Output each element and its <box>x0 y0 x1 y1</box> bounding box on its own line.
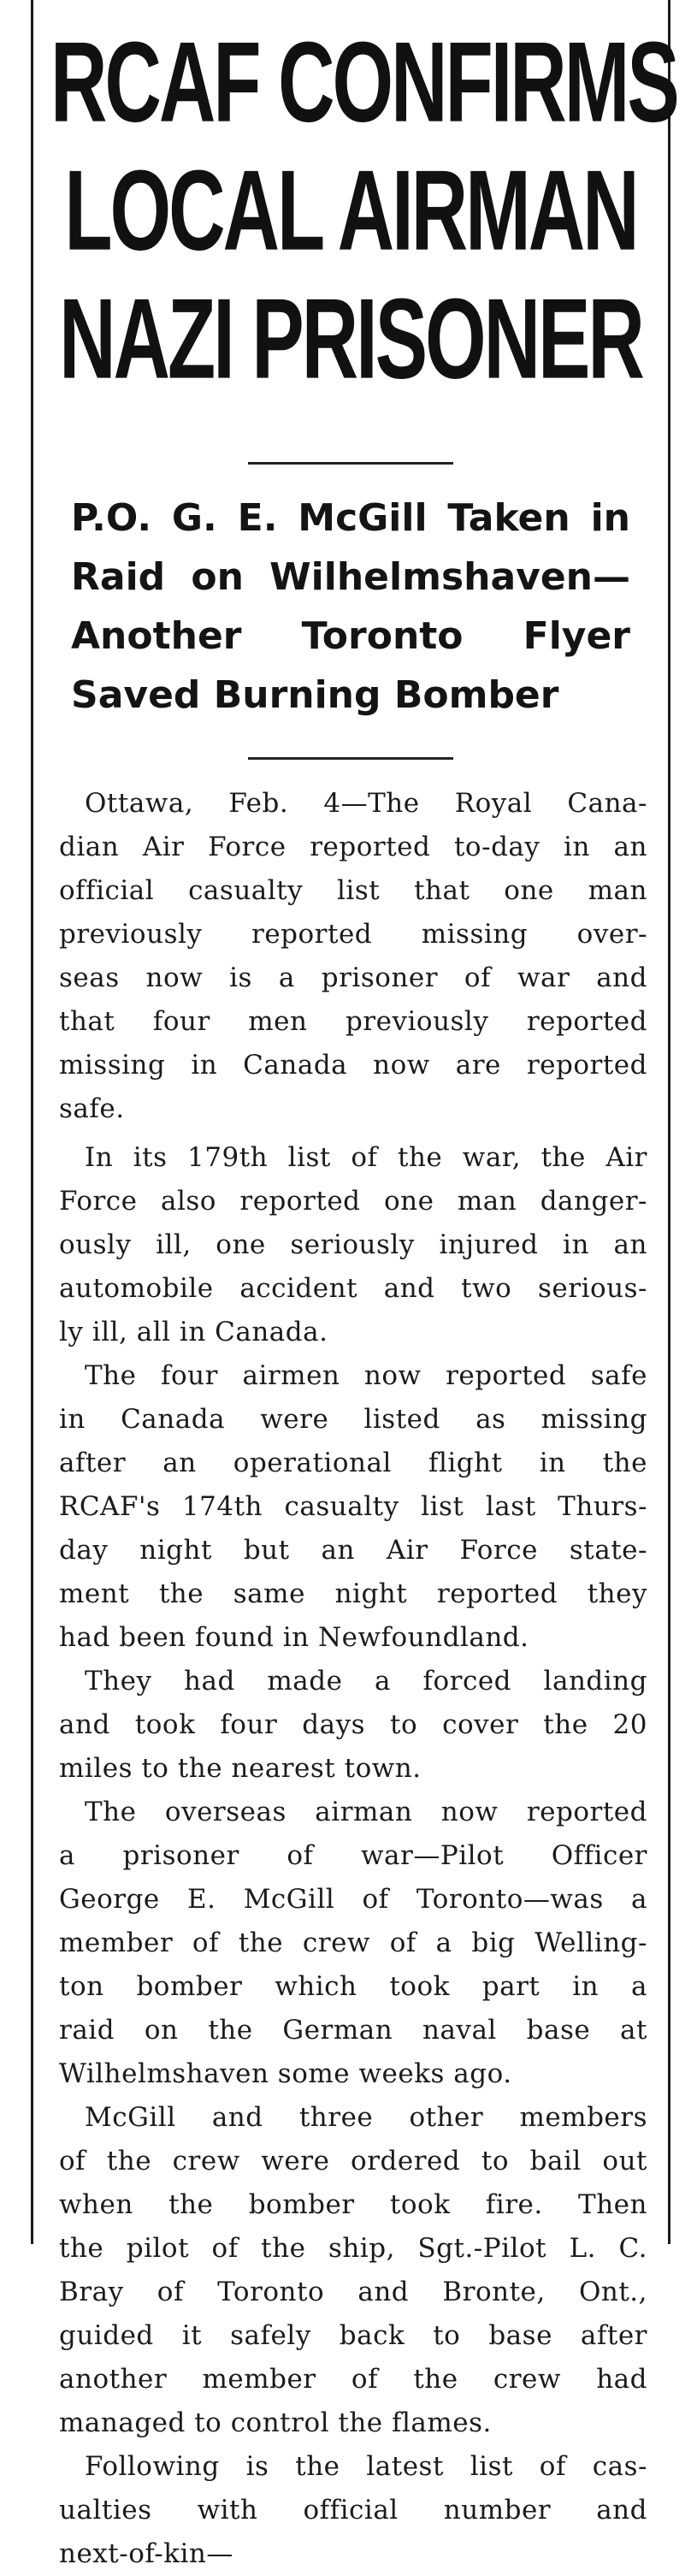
paragraph <box>59 1791 647 2096</box>
text-line: managed to control the flames. <box>59 2407 492 2438</box>
text-line: day night but an Air Force state- <box>59 1535 647 1566</box>
subheadline <box>71 489 630 725</box>
text-line: ualties with official number and <box>59 2495 647 2526</box>
paragraph <box>59 782 647 1131</box>
text-line: RCAF's 174th casualty list last Thurs- <box>59 1491 647 1522</box>
text-line: in Canada were listed as missing <box>59 1404 647 1435</box>
text-line: that four men previously reported <box>59 1006 647 1037</box>
text-line: when the bomber took fire. Then <box>59 2189 647 2220</box>
text-line: a prisoner of war—Pilot Officer <box>59 1840 647 1871</box>
text-line: Force also reported one man danger- <box>59 1186 647 1217</box>
text-line: the pilot of the ship, Sgt.-Pilot L. C. <box>59 2233 647 2264</box>
text-line: ously ill, one seriously injured in an <box>59 1229 647 1260</box>
text-line: previously reported missing over- <box>59 919 647 950</box>
text-line: of the crew were ordered to bail out <box>59 2146 647 2176</box>
text-line: official casualty list that one man <box>59 875 647 906</box>
text-line: seas now is a prisoner of war and <box>59 962 647 993</box>
text-line: another member of the crew had <box>59 2364 647 2395</box>
subheadline-line: P.O. G. E. McGill Taken in <box>71 496 630 540</box>
text-line: dian Air Force reported to-day in an <box>59 832 647 862</box>
text-line: raid on the German naval base at <box>59 2015 647 2046</box>
text-line: after an operational flight in the <box>59 1448 647 1478</box>
text-line: ly ill, all in Canada. <box>59 1317 328 1347</box>
text-line: member of the crew of a big Welling- <box>59 1928 647 1958</box>
headline-line: RCAF CONFIRMS <box>50 19 677 146</box>
paragraph <box>59 1660 647 1791</box>
text-line: safe. <box>59 1093 125 1124</box>
text-line: McGill and three other members <box>85 2102 647 2133</box>
headline-line: NAZI PRISONER <box>59 275 642 403</box>
text-line: ment the same night reported they <box>59 1578 647 1609</box>
text-line: The four airmen now reported safe <box>85 1360 647 1391</box>
text-line: In its 179th list of the war, the Air <box>85 1142 647 1173</box>
headline-line: LOCAL AIRMAN <box>64 147 637 275</box>
subheadline-line: Another Toronto Flyer <box>71 614 630 658</box>
text-line: next-of-kin— <box>59 2538 233 2569</box>
text-line: had been found in Newfoundland. <box>59 1622 529 1653</box>
text-line: Wilhelmshaven some weeks ago. <box>59 2058 512 2089</box>
headline <box>33 19 677 411</box>
text-line: Ottawa, Feb. 4—The Royal Cana- <box>85 788 647 819</box>
paragraph <box>59 1354 647 1660</box>
divider-rule <box>248 757 453 760</box>
paragraph <box>59 1136 647 1354</box>
paragraph <box>59 2445 647 2576</box>
newspaper-column <box>31 0 677 2569</box>
text-line: missing in Canada now are reported <box>59 1050 647 1081</box>
text-line: miles to the nearest town. <box>59 1753 422 1784</box>
article-body <box>59 782 647 2576</box>
text-line: Following is the latest list of cas- <box>85 2451 647 2482</box>
text-line: automobile accident and two serious- <box>59 1273 647 1304</box>
text-line: The overseas airman now reported <box>85 1797 647 1827</box>
subheadline-line: Saved Burning Bomber <box>71 673 559 717</box>
text-line: George E. McGill of Toronto—was a <box>59 1884 647 1915</box>
text-line: They had made a forced landing <box>85 1666 647 1697</box>
text-line: Bray of Toronto and Bronte, Ont., <box>59 2277 647 2307</box>
text-line: guided it safely back to base after <box>59 2320 647 2351</box>
text-line: and took four days to cover the 20 <box>59 1709 647 1740</box>
subheadline-line: Raid on Wilhelmshaven— <box>71 555 630 599</box>
paragraph <box>59 2096 647 2445</box>
text-line: ton bomber which took part in a <box>59 1971 647 2002</box>
